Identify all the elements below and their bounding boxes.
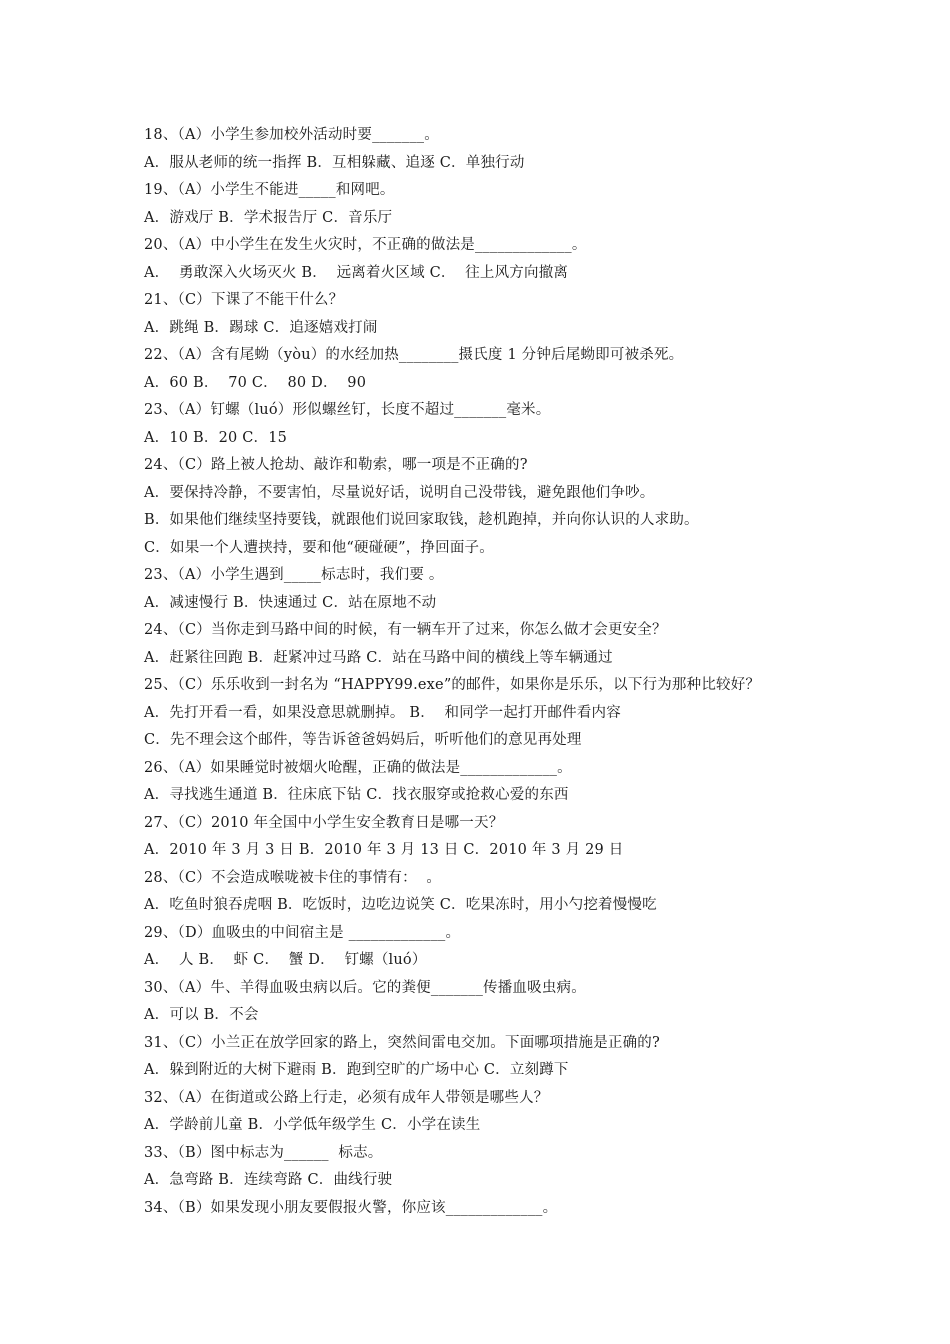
option-24a-b: B．如果他们继续坚持要钱，就跟他们说回家取钱，趁机跑掉，并向你认识的人求助。: [144, 512, 699, 528]
options-33: A．急弯路 B．连续弯路 C．曲线行驶: [144, 1172, 393, 1188]
question-21: 21、（C）下课了不能干什么？: [144, 292, 344, 308]
question-24b: 24、（C）当你走到马路中间的时候，有一辆车开了过来，你怎么做才会更安全？: [144, 622, 667, 638]
options-26: A．寻找逃生通道 B．往床底下钻 C．找衣服穿或抢救心爱的东西: [144, 787, 569, 803]
question-19: 19、（A）小学生不能进_____和网吧。: [144, 182, 395, 198]
options-19: A．游戏厅 B．学术报告厅 C．音乐厅: [144, 209, 393, 226]
question-23a: 23、（A）钉螺（luó）形似螺丝钉，长度不超过_______毫米。: [144, 402, 551, 418]
options-24b: A．赶紧往回跑 B．赶紧冲过马路 C．站在马路中间的横线上等车辆通过: [144, 649, 613, 666]
options-20: A． 勇敢深入火场灭火 B． 远离着火区域 C． 往上风方向撤离: [144, 264, 569, 281]
question-33: 33、（B）图中标志为______ 标志。: [144, 1144, 383, 1161]
options-32: A．学龄前儿童 B．小学低年级学生 C．小学在读生: [144, 1117, 481, 1133]
question-26: 26、（A）如果睡觉时被烟火呛醒，正确的做法是_____________。: [144, 759, 572, 776]
question-29: 29、（D）血吸虫的中间宿主是 _____________。: [144, 924, 461, 941]
question-20: 20、（A）中小学生在发生火灾时，不正确的做法是_____________。: [144, 237, 587, 253]
question-31: 31、（C）小兰正在放学回家的路上，突然间雷电交加。下面哪项措施是正确的?: [144, 1034, 660, 1051]
options-29: A． 人 B． 虾 C． 蟹 D． 钉螺（luó）: [144, 952, 427, 968]
question-28: 28、（C）不会造成喉咙被卡住的事情有： 。: [144, 869, 442, 886]
options-28: A．吃鱼时狼吞虎咽 B．吃饭时，边吃边说笑 C．吃果冻时，用小勺挖着慢慢吃: [144, 897, 657, 913]
options-23a: A．10 B．20 C．15: [144, 429, 288, 446]
question-23b: 23、（A）小学生遇到_____标志时，我们要 。: [144, 567, 444, 583]
option-24a-c: C．如果一个人遭挟持，要和他“硬碰硬”，挣回面子。: [144, 539, 494, 556]
question-18: 18、（A）小学生参加校外活动时要_______。: [144, 127, 439, 143]
question-30: 30、（A）牛、羊得血吸虫病以后。它的粪便_______传播血吸虫病。: [144, 979, 586, 996]
question-24a: 24、（C）路上被人抢劫、敲诈和勒索，哪一项是不正确的?: [144, 457, 528, 473]
question-34: 34、（B）如果发现小朋友要假报火警，你应该_____________。: [144, 1199, 558, 1216]
options-21: A．跳绳 B．踢球 C．追逐嬉戏打闹: [144, 319, 378, 336]
options-31: A．躲到附近的大树下避雨 B．跑到空旷的广场中心 C．立刻蹲下: [144, 1062, 569, 1078]
options-27: A．2010 年 3 月 3 日 B．2010 年 3 月 13 日 C．2010 年 3 月 29 日: [144, 842, 624, 858]
options-22: A．60 B． 70 C． 80 D． 90: [144, 374, 367, 391]
question-32: 32、（A）在街道或公路上行走，必须有成年人带领是哪些人？: [144, 1089, 549, 1106]
options-25-ab: A．先打开看一看，如果没意思就删掉。 B． 和同学一起打开邮件看内容: [144, 704, 621, 721]
options-25-c: C．先不理会这个邮件，等告诉爸爸妈妈后，听听他们的意见再处理: [144, 732, 582, 748]
options-18: A．服从老师的统一指挥 B．互相躲藏、追逐 C．单独行动: [144, 154, 525, 171]
question-22: 22、（A）含有尾蚴（yòu）的水经加热________摄氏度 1 分钟后尾蚴即可被杀死。: [144, 347, 684, 363]
option-24a-a: A．要保持冷静，不要害怕，尽量说好话，说明自己没带钱，避免跟他们争吵。: [144, 484, 655, 501]
options-23b: A．减速慢行 B．快速通过 C．站在原地不动: [144, 594, 437, 611]
options-30: A．可以 B．不会: [144, 1007, 259, 1023]
question-27: 27、（C）2010 年全国中小学生安全教育日是哪一天？: [144, 814, 504, 831]
question-list: [144, 122, 824, 1222]
question-25: 25、（C）乐乐收到一封名为 “HAPPY99.exe”的邮件，如果你是乐乐，以下行为那种比较好？: [144, 677, 761, 693]
